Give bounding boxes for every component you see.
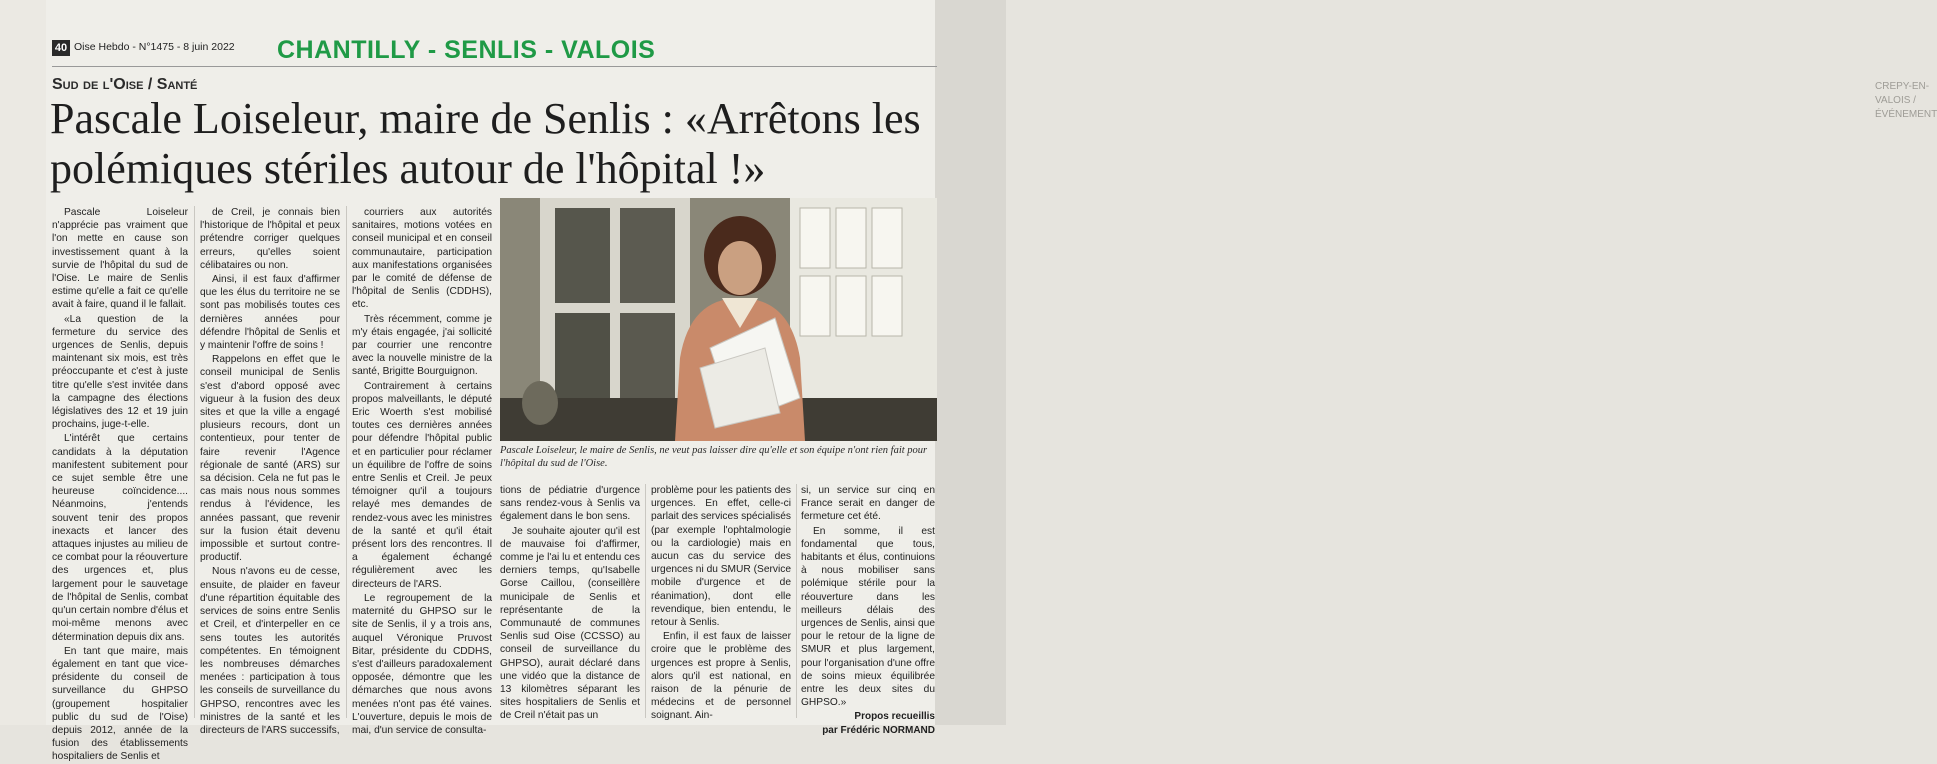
header-rule [52,66,937,67]
paragraph: problème pour les patients des urgences. En effet, celle-ci parlait des services spécialisés (par exemple l'ophtalmologie ou la cardiologie) mais en aucun cas du service des urgences ni du SMUR (Service mobile d'urgence et de réanimation), dont elle revendique, bien entendu, le retour à Senlis. [651,485,791,629]
article-column-4 [500,484,640,723]
paragraph: «La question de la fermeture du service des urgences de Senlis, depuis maintenant six mois, est très préoccupante et c'est à juste titre qu'elle s'est invitée dans la campagne des élections législatives des 12 et 19 juin prochains, juge-t-elle. [52,313,188,431]
column-divider [346,206,347,718]
signature-line-1: Propos recueillis [854,711,935,723]
issue-info: Oise Hebdo - N°1475 - 8 juin 2022 [74,41,235,53]
article-column-1 [52,206,188,764]
paragraph: L'intérêt que certains candidats à la députation manifestent subitement pour ce sujet semble être une heureuse coïncidence.... Néanmoins, j'entends souvent tenir des propos inexacts et lancer des attaques injustes au milieu de ce combat pour la réouverture des urgences et, plus largement pour le sauvetage de l'hôpital de Senlis, combat qu'un certain nombre d'élus et moi-même menons avec détermination depuis dix ans. [52,433,188,643]
column-divider [645,484,646,718]
section-label: Sud de l'Oise / Santé [52,76,198,93]
paragraph: Contrairement à certains propos malveillants, le député Eric Woerth s'est mobilisé toutes ces dernières années pour défendre l'hôpital public et en particulier pour réclamer un équilibre de l'offre de soins entre Senlis et Creil. Je peux témoigner qu'il a toujours relayé mes demandes de rendez-vous avec les ministres de la santé et qu'il était présent lors des rencontres. Il a également échangé régulièrement avec les directeurs de l'ARS. [352,380,492,590]
article-column-6 [801,484,935,737]
paragraph: Ainsi, il est faux d'affirmer que les élus du territoire ne se sont pas mobilisés toutes ces dernières années pour défendre l'hôpital de Senlis et y maintenir l'offre de soins ! [200,274,340,352]
article-headline: Pascale Loiseleur, maire de Senlis : «Arrêtons les polémiques stériles autour de l'hôpital !» [50,94,921,193]
paragraph: En tant que maire, mais également en tant que vice-présidente du conseil de surveillance du GHPSO (groupement hospitalier public du sud de l'Oise) depuis 2012, année de la fusion des établissements hospitaliers de Senlis et [52,645,188,763]
paragraph: Rappelons en effet que le conseil municipal de Senlis s'est d'abord opposé avec vigueur à la fusion des deux sites et que la ville a engagé plusieurs recours, dont un contentieux, pour tenter de faire revenir l'Agence régionale de santé (ARS) sur sa décision. Cela ne fut pas le cas mais nous nous sommes rendus à l'évidence, les années passant, que revenir sur la fusion était devenu impossible et surtout contre-productif. [200,354,340,564]
paragraph: de Creil, je connais bien l'historique de l'hôpital et peux prétendre corriger quelques erreurs, qu'elles soient célibataires ou non. [200,207,340,271]
signature-line-2: par Frédéric NORMAND [822,724,935,736]
paragraph: Nous n'avons eu de cesse, ensuite, de plaider en faveur d'une répartition équitable des services de soins entre Senlis et Creil, et d'interpeller en ce sens toutes les autorités compétentes. En témoignent les nombreuses démarches menées : participation à tous les conseils de surveillance du GHPSO, rencontres avec les ministres de la santé et les directeurs de l'ARS successifs, [200,566,340,736]
paragraph: Très récemment, comme je m'y étais engagée, j'ai sollicité par courrier une rencontre avec la nouvelle ministre de la santé, Brigitte Bourguignon. [352,313,492,378]
page-header [52,38,937,66]
paragraph: tions de pédiatrie d'urgence sans rendez-vous à Senlis va également dans le bon sens. [500,485,640,523]
article-column-3 [352,206,492,737]
article-column-2 [200,206,340,737]
paragraph: Pascale Loiseleur n'apprécie pas vraiment que l'on mette en cause son investissement quant à la survie de l'hôpital du sud de l'Oise. Le maire de Senlis estime qu'elle a fait ce qu'elle avait à faire, quand il le fallait. [52,207,188,311]
left-margin [0,0,46,725]
photo-illustration [500,198,937,441]
paragraph: courriers aux autorités sanitaires, motions votées en conseil municipal et en conseil communautaire, participation aux manifestations organisées par le comité de défense de l'hôpital de Senlis (CDDHS), etc. [352,207,492,311]
column-divider [796,484,797,718]
article-column-5 [651,484,791,723]
photo-caption: Pascale Loiseleur, le maire de Senlis, ne veut pas laisser dire qu'elle et son équipe n'ont rien fait pour l'hôpital du sud de l'Oise. [500,445,928,469]
adjacent-page-text: CREPY-EN-VALOIS / ÉVÉNEMENT [1875,81,1937,120]
paragraph: Enfin, il est faux de laisser croire que le problème des urgences est propre à Senlis, alors qu'il est national, en raison de la pénurie de médecins et de personnel soignant. Ain- [651,631,791,722]
article-photo [500,198,937,441]
region-title: CHANTILLY - SENLIS - VALOIS [277,36,656,64]
page-number: 40 [52,40,70,56]
paragraph: si, un service sur cinq en France serait en danger de fermeture cet été. [801,485,935,523]
paragraph: En somme, il est fondamental que tous, habitants et élus, continuions à nous mobiliser sans polémique stérile pour la réouverture dans les meilleurs délais des urgences de Senlis, ainsi que pour le retour de la ligne de SMUR et plus largement, pour l'organisation d'une offre de soins mieux équilibrée entre les deux sites du GHPSO.» [801,525,935,709]
paragraph: Je souhaite ajouter qu'il est de mauvaise foi d'affirmer, comme je l'ai lu et entendu ces derniers temps, qu'Isabelle Gorse Caillou, (conseillère municipale de Senlis et représentante de la Communauté de communes Senlis sud Oise (CCSSO) au conseil de surveillance du GHPSO), aurait déclaré dans une vidéo que la distance de 13 kilomètres séparant les sites hospitaliers de Senlis et de Creil n'était pas un [500,525,640,722]
column-divider [194,206,195,718]
paragraph: Le regroupement de la maternité du GHPSO sur le site de Senlis, il y a trois ans, auquel Véronique Pruvost Bitar, présidente du CDDHS, s'est d'ailleurs paradoxalement opposée, démontre que les démarches que nous avons menées n'ont pas été vaines. L'ouverture, depuis le mois de mai, d'un service de consulta- [352,592,492,736]
adjacent-page-edge [935,0,1937,725]
